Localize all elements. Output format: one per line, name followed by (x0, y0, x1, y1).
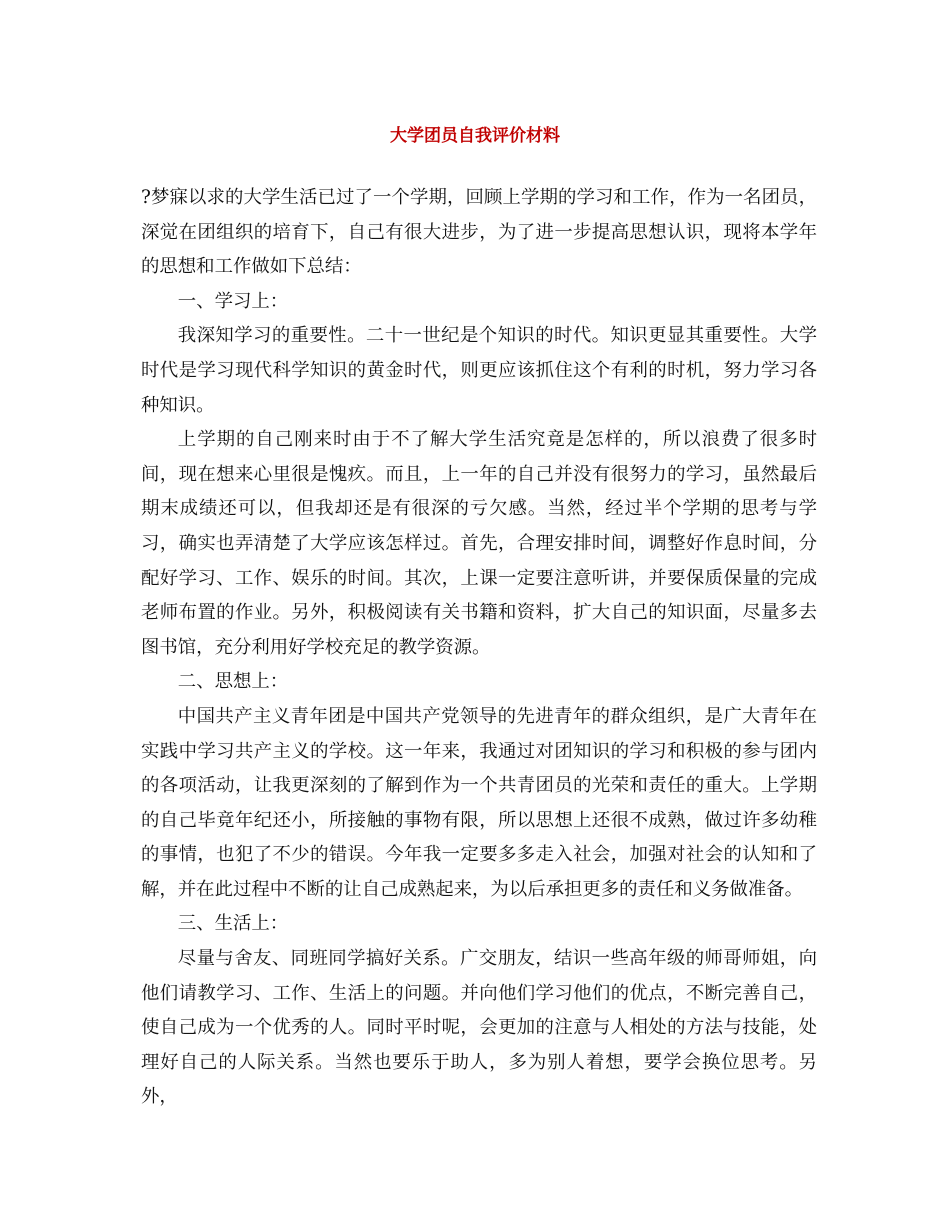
paragraph-study-reflection: 上学期的自己刚来时由于不了解大学生活究竟是怎样的，所以浪费了很多时间，现在想来心里很是愧疚。而且，上一年的自己并没有很努力的学习，虽然最后期末成绩还可以，但我却还是有很深的亏欠感。当然，经过半个学期的思考与学习，确实也弄清楚了大学应该怎样过。首先，合理安排时间，调整好作息时间，分配好学习、工作、娱乐的时间。其次，上课一定要注意听讲，并要保质保量的完成老师布置的作业。另外，积极阅读有关书籍和资料，扩大自己的知识面，尽量多去图书馆，充分利用好学校充足的教学资源。 (141, 429, 817, 658)
paragraph-study-importance: 我深知学习的重要性。二十一世纪是个知识的时代。知识更显其重要性。大学时代是学习现代科学知识的黄金时代，则更应该抓住这个有利的时机，努力学习各种知识。 (141, 325, 817, 416)
paragraph-intro: ?梦寐以求的大学生活已过了一个学期，回顾上学期的学习和工作，作为一名团员，深觉在团组织的培育下，自己有很大进步，为了进一步提高思想认识，现将本学年的思想和工作做如下总结： (141, 187, 817, 278)
paragraph-thought: 中国共产主义青年团是中国共产党领导的先进青年的群众组织，是广大青年在实践中学习共产主义的学校。这一年来，我通过对团知识的学习和积极的参与团内的各项活动，让我更深刻的了解到作为一个共青团员的光荣和责任的重大。上学期的自己毕竟年纪还小，所接触的事物有限，所以思想上还很不成熟，做过许多幼稚的事情，也犯了不少的错误。今年我一定要多多走入社会，加强对社会的认知和了解，并在此过程中不断的让自己成熟起来，为以后承担更多的责任和义务做准备。 (141, 705, 817, 900)
section-heading-study: 一、学习上： (177, 290, 289, 312)
document-title: 大学团员自我评价材料 (390, 126, 560, 146)
paragraph-life: 尽量与舍友、同班同学搞好关系。广交朋友，结识一些高年级的师哥师姐，向他们请教学习、工作、生活上的问题。并向他们学习他们的优点，不断完善自己，使自己成为一个优秀的人。同时平时呢，会更加的注意与人相处的方法与技能，处理好自己的人际关系。当然也要乐于助人，多为别人着想，要学会换位思考。另外， (141, 948, 817, 1108)
section-heading-thought: 二、思想上： (177, 671, 289, 693)
document-body (141, 181, 817, 1115)
section-heading-life: 三、生活上： (177, 913, 289, 935)
